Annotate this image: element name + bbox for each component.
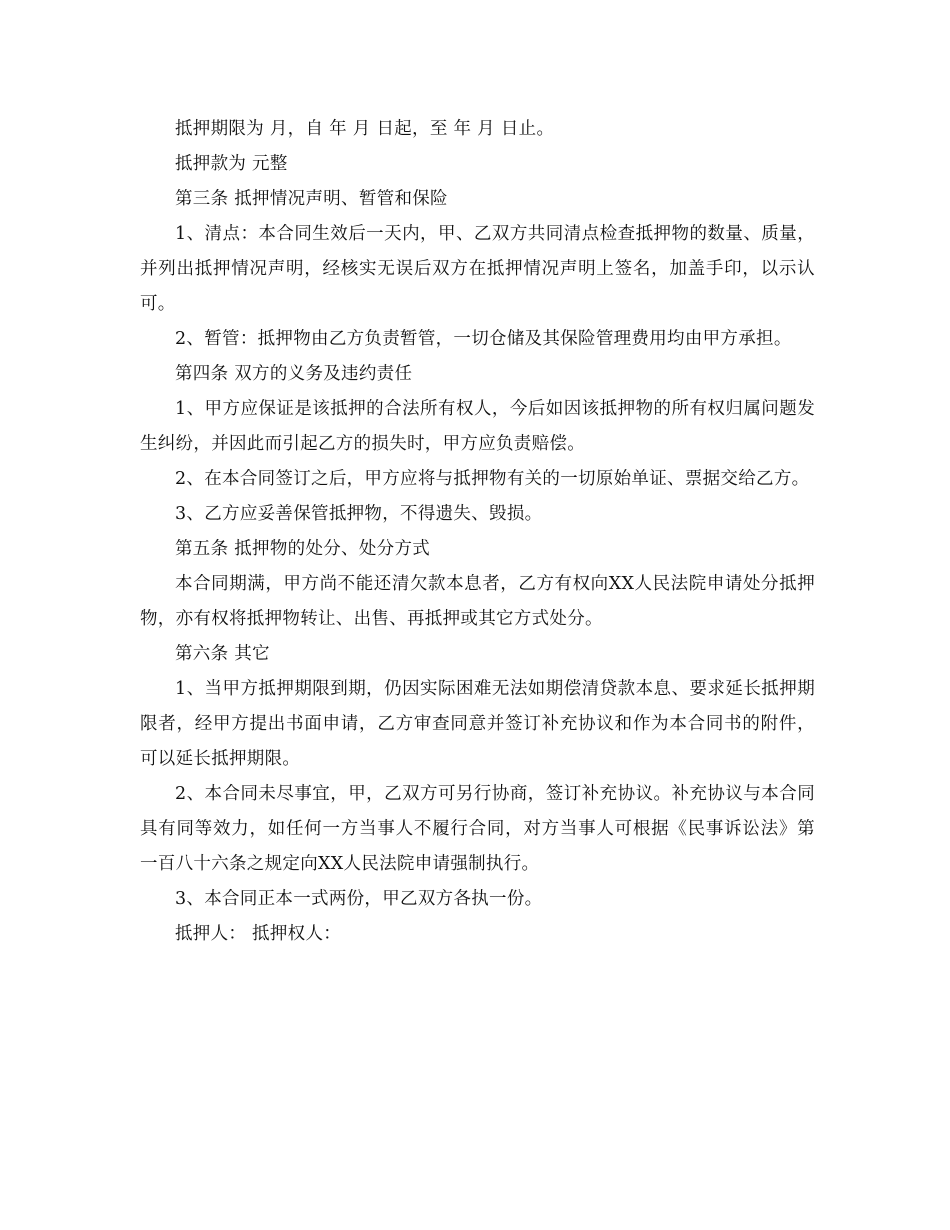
article-6-heading: 第六条 其它	[175, 644, 270, 664]
article-3-clause-2: 2、暂管：抵押物由乙方负责暂管，一切仓储及其保险管理费用均由甲方承担。	[175, 329, 792, 349]
article-5-heading: 第五条 抵押物的处分、处分方式	[175, 539, 431, 559]
article-6-clause-1: 1、当甲方抵押期限到期，仍因实际困难无法如期偿清贷款本息、要求延长抵押期限者，经甲方提出书面申请，乙方审查同意并签订补充协议和作为本合同书的附件，可以延长抵押期限。	[140, 679, 815, 769]
article-4-clause-1: 1、甲方应保证是该抵押的合法所有权人，今后如因该抵押物的所有权归属问题发生纠纷，并因此而引起乙方的损失时，甲方应负责赔偿。	[140, 399, 815, 454]
article-4-clause-3: 3、乙方应妥善保管抵押物，不得遗失、毁损。	[175, 504, 543, 524]
signature-line: 抵押人： 抵押权人：	[175, 924, 342, 944]
article-6-clause-2: 2、本合同未尽事宜，甲，乙双方可另行协商，签订补充协议。补充协议与本合同具有同等效力，如任何一方当事人不履行合同，对方当事人可根据《民事诉讼法》第一百八十六条之规定向XX人民法院申请强制执行。	[140, 784, 815, 874]
article-3-heading: 第三条 抵押情况声明、暂管和保险	[175, 189, 448, 209]
article-4-clause-2: 2、在本合同签订之后，甲方应将与抵押物有关的一切原始单证、票据交给乙方。	[175, 469, 810, 489]
article-6-clause-3: 3、本合同正本一式两份，甲乙双方各执一份。	[175, 889, 543, 909]
paragraph-mortgage-amount: 抵押款为 元整	[175, 154, 288, 174]
paragraph-mortgage-term: 抵押期限为 月，自 年 月 日起，至 年 月 日止。	[175, 119, 555, 139]
article-4-heading: 第四条 双方的义务及违约责任	[175, 364, 413, 384]
article-5-body: 本合同期满，甲方尚不能还清欠款本息者，乙方有权向XX人民法院申请处分抵押物，亦有权将抵押物转让、出售、再抵押或其它方式处分。	[140, 574, 815, 629]
article-3-clause-1: 1、清点：本合同生效后一天内，甲、乙双方共同清点检查抵押物的数量、质量，并列出抵押情况声明，经核实无误后双方在抵押情况声明上签名，加盖手印，以示认可。	[140, 224, 815, 314]
document-body	[140, 112, 815, 952]
